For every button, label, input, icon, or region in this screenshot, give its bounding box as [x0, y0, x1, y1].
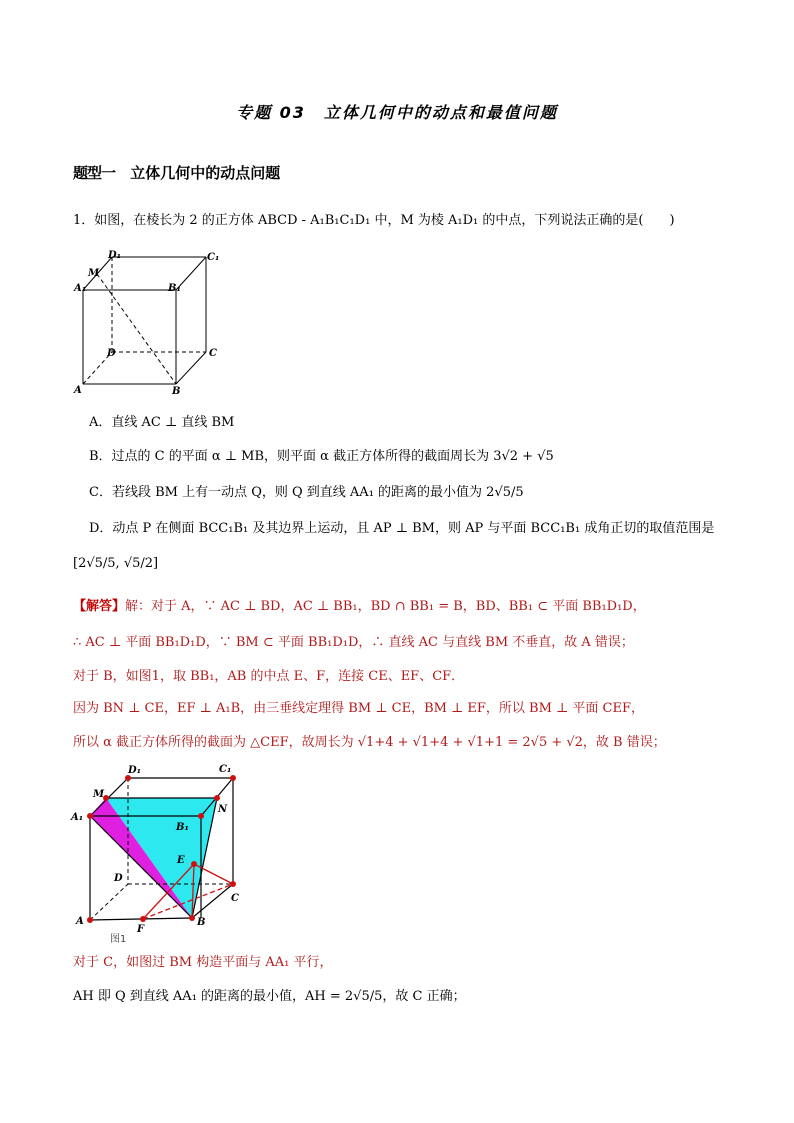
edge-bc	[176, 352, 206, 384]
point-e	[191, 861, 197, 867]
point-c1	[230, 775, 236, 781]
solution-line-5: 所以 α 截正方体所得的截面为 △CEF，故周长为 √1+4 + √1+4 + √1+1 = 2√5 + √2，故 B 错误；	[73, 735, 666, 750]
label-D: D	[114, 873, 123, 884]
label-C1: C₁	[207, 252, 220, 263]
page-title: 专题 03 立体几何中的动点和最值问题	[236, 103, 558, 122]
point-b1	[198, 813, 204, 819]
cube-figure	[72, 248, 227, 396]
label-F: F	[137, 924, 145, 935]
label-A1: A₁	[71, 812, 84, 823]
label-B: B	[172, 386, 181, 396]
point-a	[87, 917, 93, 923]
section-figure	[70, 760, 245, 950]
label-A1: A₁	[74, 283, 87, 294]
solution-line-7: AH 即 Q 到直线 AA₁ 的距离的最小值，AH = 2√5/5，故 C 正确；	[73, 989, 466, 1004]
solution-tag: 【解答】	[73, 599, 126, 614]
label-M: M	[93, 789, 105, 800]
type-heading-tag: 题型一	[73, 164, 116, 182]
option-a: A．直线 AC ⊥ 直线 BM	[89, 415, 235, 430]
point-f	[140, 916, 146, 922]
point-n	[214, 795, 220, 801]
type-heading	[73, 162, 280, 183]
label-B: B	[197, 917, 206, 928]
question-stem: 1．如图，在棱长为 2 的正方体 ABCD - A₁B₁C₁D₁ 中，M 为棱 A₁D₁ 的中点，下列说法正确的是( )	[73, 213, 675, 228]
figure-caption: 图1	[110, 934, 127, 945]
solution-line-6: 对于 C，如图过 BM 构造平面与 AA₁ 平行，	[73, 955, 333, 970]
label-A: A	[74, 385, 82, 396]
label-B1: B₁	[168, 283, 181, 294]
label-M: M	[88, 268, 100, 279]
solution-line-2: ∴ AC ⊥ 平面 BB₁D₁D，∵ BM ⊂ 平面 BB₁D₁D，∴ 直线 AC 与直线 BM 不垂直，故 A 错误；	[73, 635, 634, 650]
type-heading-text: 立体几何中的动点问题	[130, 164, 281, 182]
solution-line-1-text: 解：对于 A，∵ AC ⊥ BD，AC ⊥ BB₁，BD ∩ BB₁ = B，BD、BB₁ ⊂ 平面 BB₁D₁D，	[125, 599, 646, 614]
label-B1: B₁	[176, 822, 189, 833]
option-c: C．若线段 BM 上有一动点 Q，则 Q 到直线 AA₁ 的距离的最小值为 2√5/5	[89, 485, 524, 500]
option-d: D．动点 P 在侧面 BCC₁B₁ 及其边界上运动，且 AP ⊥ BM，则 AP 与平面 BCC₁B₁ 成角正切的取值范围是	[89, 521, 715, 536]
label-A: A	[76, 916, 84, 927]
solution-line-3: 对于 B，如图1，取 BB₁，AB 的中点 E、F，连接 CE、EF、CF．	[73, 669, 465, 684]
label-C1: C₁	[219, 764, 232, 775]
solution-line-4: 因为 BN ⊥ CE，EF ⊥ A₁B，由三垂线定理得 BM ⊥ CE，BM ⊥ EF，所以 BM ⊥ 平面 CEF，	[73, 701, 645, 716]
edge-ad	[90, 884, 128, 920]
label-D: D	[107, 348, 116, 359]
label-E: E	[177, 855, 185, 866]
option-d-range: [2√5/5, √5/2]	[73, 556, 159, 571]
option-b: B．过点的 C 的平面 α ⊥ MB，则平面 α 截正方体所得的截面周长为 3√2 + √5	[89, 449, 554, 464]
label-D1: D₁	[108, 250, 122, 261]
label-D1: D₁	[128, 765, 142, 776]
point-b	[189, 915, 195, 921]
label-C: C	[209, 348, 217, 359]
label-N: N	[218, 804, 228, 815]
point-c	[230, 881, 236, 887]
label-C: C	[231, 893, 239, 904]
point-a1	[87, 813, 93, 819]
solution-line-1	[73, 598, 646, 616]
